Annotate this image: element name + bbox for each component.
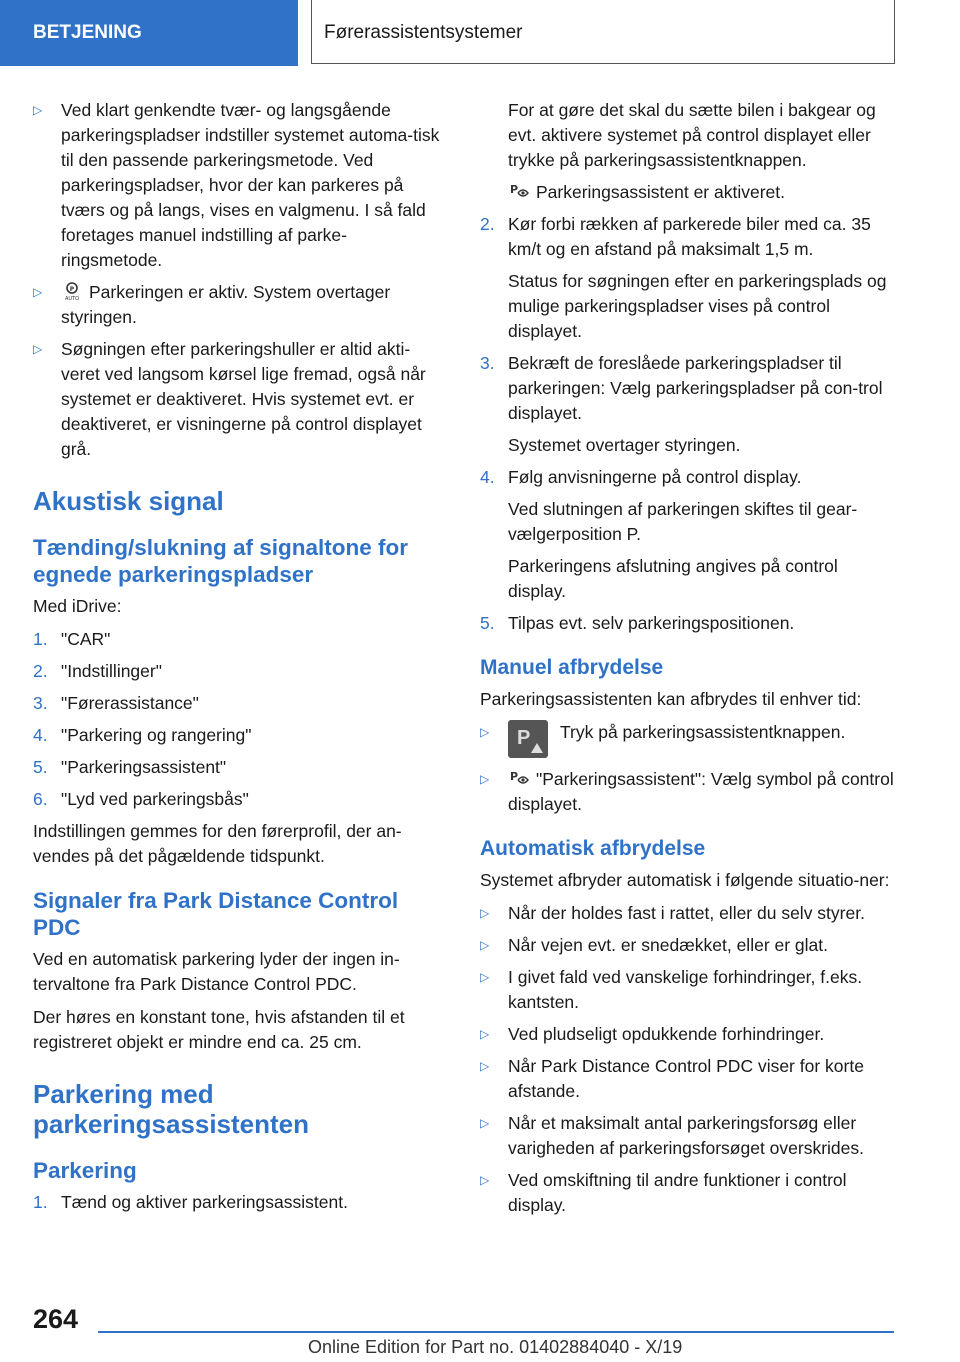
list-item: ▷ Ved omskiftning til andre funktioner i control display. xyxy=(480,1170,847,1215)
bullet-triangle-icon: ▷ xyxy=(480,938,490,952)
list-item: 1. Tænd og aktiver parkeringsassistent. xyxy=(33,1192,348,1212)
page-number: 264 xyxy=(33,1304,79,1334)
list-item: 4. Følg anvisningerne på control display. xyxy=(480,467,802,487)
heading-akustisk: Akustisk signal xyxy=(33,486,224,516)
park-assist-icon xyxy=(508,768,530,788)
list-item: 1. "CAR" xyxy=(33,629,111,649)
page-header xyxy=(0,0,960,66)
footer-divider xyxy=(98,1331,894,1333)
idrive-label: Med iDrive: xyxy=(33,596,122,616)
paragraph: Parkeringens afslutning angives på control display. xyxy=(508,556,838,601)
heading-taending: Tænding/slukning af signaltone for egnede parkeringspladser xyxy=(33,535,408,587)
heading-automatisk: Automatisk afbrydelse xyxy=(480,837,706,860)
list-item: ▷ Søgningen efter parkeringshuller er altid akti-veret ved langsom kørsel lige fremad, også når systemet er deaktiveret. Hvis systemet evt. er deaktiveret, er visningerne på control displayet grå. xyxy=(33,339,426,459)
bullet-triangle-icon: ▷ xyxy=(480,970,490,984)
list-item: ▷ Når der holdes fast i rattet, eller du selv styrer. xyxy=(480,901,898,926)
list-item: 2. Kør forbi rækken af parkerede biler med ca. 35 km/t og en afstand på maksimalt 1,5 m. xyxy=(480,214,871,259)
list-item: 3. Bekræft de foreslåede parkeringspladser til parkeringen: Vælg parkeringspladser på con-trol displayet. xyxy=(480,353,883,423)
paragraph: Ved slutningen af parkeringen skiftes til gear-vælgerposition P. xyxy=(508,499,858,544)
list-item: 2. "Indstillinger" xyxy=(33,661,162,681)
svg-text:P: P xyxy=(69,286,75,293)
section-tab: BETJENING xyxy=(0,0,298,66)
heading-parkering-med: Parkering med parkeringsassistenten xyxy=(33,1079,310,1139)
auto-park-icon xyxy=(61,281,83,301)
bullet-triangle-icon: ▷ xyxy=(480,1059,490,1073)
right-column xyxy=(480,98,898,1225)
list-item: ▷ P AUTO Parkeringen er aktiv. System overtager styringen. xyxy=(33,282,391,327)
bullet-triangle-icon: ▷ xyxy=(480,772,490,786)
paragraph: Systemet afbryder automatisk i følgende situatio-ner: xyxy=(480,870,890,890)
list-item: 5. "Parkeringsassistent" xyxy=(33,757,227,777)
list-item: 4. "Parkering og rangering" xyxy=(33,725,252,745)
edition-note: Online Edition for Part no. 01402884040 - X/19 xyxy=(308,1337,683,1357)
bullet-triangle-icon: ▷ xyxy=(480,1027,490,1041)
bullet-triangle-icon: ▷ xyxy=(33,285,43,299)
park-assist-icon xyxy=(508,181,530,201)
paragraph: Status for søgningen efter en parkeringsplads og mulige parkeringspladser vises på control displayet. xyxy=(508,271,887,341)
left-column xyxy=(33,98,448,1222)
paragraph: Parkeringsassistenten kan afbrydes til enhver tid: xyxy=(480,689,862,709)
list-item: ▷ I givet fald ved vanskelige forhindringer, f.eks. kantsten. xyxy=(480,967,863,1012)
paragraph: Systemet overtager styringen. xyxy=(508,435,741,455)
svg-text:P: P xyxy=(510,183,519,196)
heading-manuel: Manuel afbrydelse xyxy=(480,656,664,679)
list-item: ▷ Når et maksimalt antal parkeringsforsøg eller varigheden af parkeringsforsøget overskrides. xyxy=(480,1113,865,1158)
bullet-triangle-icon: ▷ xyxy=(480,1173,490,1187)
list-item: ▷ P "Parkeringsassistent": Vælg symbol på control displayet. xyxy=(480,769,894,814)
list-item: ▷ Når Park Distance Control PDC viser for korte afstande. xyxy=(480,1056,864,1101)
svg-text:AUTO: AUTO xyxy=(64,296,80,301)
bullet-triangle-icon: ▷ xyxy=(480,1116,490,1130)
paragraph: P Parkeringsassistent er aktiveret. xyxy=(510,182,785,202)
list-item: ▷ P Tryk på parkeringsassistentknappen. xyxy=(480,720,898,760)
paragraph: Ved en automatisk parkering lyder der ingen in-tervaltone fra Park Distance Control PDC. xyxy=(33,949,400,994)
paragraph: For at gøre det skal du sætte bilen i bakgear og evt. aktivere systemet på control displayet eller trykke på parkeringsassistentknappen. xyxy=(508,100,876,170)
list-item: 6. "Lyd ved parkeringsbås" xyxy=(33,789,249,809)
paragraph: Der høres en konstant tone, hvis afstanden til et registreret objekt er mindre end ca. 25 cm. xyxy=(33,1007,405,1052)
list-item: ▷ Ved klart genkendte tvær- og langsgående parkeringspladser indstiller systemet automa-tisk til den passende parkeringsmetode. Ved parkeringspladser, hvor der kan parkeres på tværs og på langs, vises en valgmenu. I så fald foretages manuel indstilling af parke-ringsmetode. xyxy=(33,100,440,270)
list-item: 5. Tilpas evt. selv parkeringspositionen. xyxy=(480,613,795,633)
bullet-triangle-icon: ▷ xyxy=(480,906,490,920)
chapter-title: Førerassistentsystemer xyxy=(311,0,895,64)
list-item: ▷ Når vejen evt. er snedækket, eller er glat. xyxy=(480,933,898,958)
list-item: ▷ Ved pludseligt opdukkende forhindringer. xyxy=(480,1022,898,1047)
svg-text:P: P xyxy=(510,770,519,783)
paragraph: Indstillingen gemmes for den førerprofil, der an-vendes på det pågældende tidspunkt. xyxy=(33,821,402,866)
park-assist-button-icon: P xyxy=(508,720,548,758)
heading-signaler: Signaler fra Park Distance Control PDC xyxy=(33,888,399,940)
bullet-triangle-icon: ▷ xyxy=(33,103,43,117)
bullet-triangle-icon: ▷ xyxy=(480,725,490,739)
heading-parkering: Parkering xyxy=(33,1158,137,1183)
list-item: 3. "Førerassistance" xyxy=(33,693,199,713)
bullet-triangle-icon: ▷ xyxy=(33,342,43,356)
